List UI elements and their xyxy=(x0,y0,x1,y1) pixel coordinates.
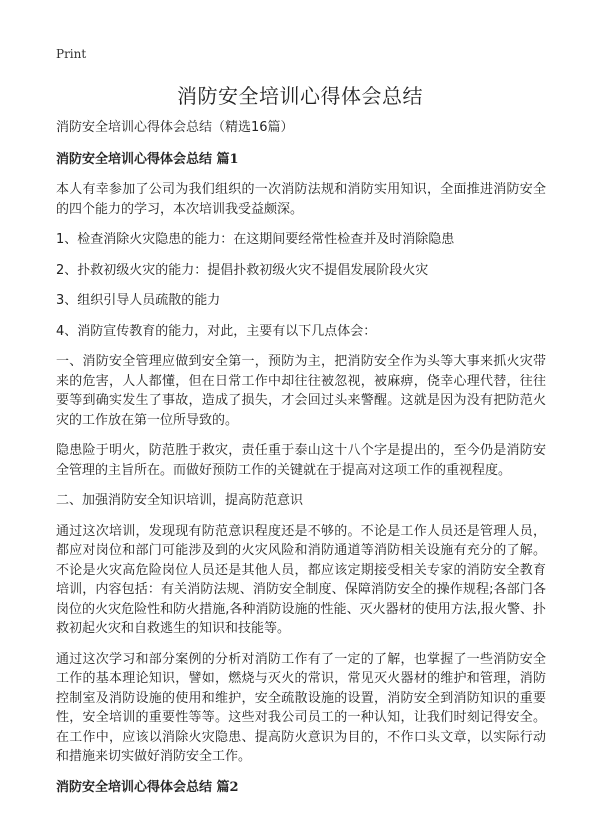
document-title: 消防安全培训心得体会总结 xyxy=(177,84,423,108)
list-item-3: 3、组织引导人员疏散的能力 xyxy=(56,293,221,308)
paragraph-point-1: 一、消防安全管理应做到安全第一，预防为主，把消防安全作为头等大事来抓火灾带来的危害，人人都懂，但在日常工作中却往往被忽视，被麻痹，侥幸心理代替，往往要等到确实发生了事故，造成了损失，才会回过头来警醒。这就是因为没有把防范火灾的工作放在第一位所导致的。 xyxy=(56,354,546,428)
paragraph-learning: 通过这次学习和部分案例的分析对消防工作有了一定的了解，也掌握了一些消防安全工作的基本理论知识，譬如，燃烧与灭火的常识，常见灭火器材的维护和管理，消防控制室及消防设施的使用和维护，安全疏散设施的设置，消防安全到消防知识的重要性，安全培训的重要性等等。这些对我公司员工的一种认知，让我们时刻记得安全。在工作中，应该以消除火灾隐患、提高防火意识为目的，不作口头文章，以实际行动和措施来切实做好消防安全工作。 xyxy=(56,651,546,764)
list-item-4: 4、消防宣传教育的能力，对此，主要有以下几点体会： xyxy=(56,323,377,339)
list-item-2: 2、扑救初级火灾的能力：提倡扑救初级火灾不提倡发展阶段火灾 xyxy=(56,262,429,278)
section-heading-2: 消防安全培训心得体会总结 篇2 xyxy=(56,779,239,795)
paragraph-training: 通过这次培训，发现现有防范意识程度还是不够的。不论是工作人员还是管理人员，都应对岗位和部门可能涉及到的火灾风险和消防通道等消防相关设施有充分的了解。不论是火灾高危险岗位人员还是其他人员，都应该定期接受相关专家的消防安全教育培训，内容包括：有关消防法规、消防安全制度、保障消防安全的操作规程;各部门各岗位的火灾危险性和防火措施,各种消防设施的性能、灭火器材的使用方法,报火警、扑救初起火灾和自救逃生的知识和技能等。 xyxy=(56,523,546,636)
paragraph-hazard: 隐患险于明火，防范胜于救灾，责任重于泰山这十八个字是提出的，至今仍是消防安全管理的主旨所在。而做好预防工作的关键就在于提高对这项工作的重视程度。 xyxy=(56,443,546,478)
paragraph-intro: 本人有幸参加了公司为我们组织的一次消防法规和消防实用知识，全面推进消防安全的四个能力的学习，本次培训我受益颇深。 xyxy=(56,182,546,217)
document-subtitle: 消防安全培训心得体会总结（精选16篇） xyxy=(56,120,294,135)
list-item-1: 1、检查消除火灾隐患的能力：在这期间要经常性检查并及时消除隐患 xyxy=(56,232,455,247)
document-body xyxy=(56,118,546,808)
section-heading-1: 消防安全培训心得体会总结 篇1 xyxy=(56,152,239,167)
paragraph-point-2: 二、加强消防安全知识培训，提高防范意识 xyxy=(56,493,304,508)
print-link[interactable]: Print xyxy=(56,47,87,61)
